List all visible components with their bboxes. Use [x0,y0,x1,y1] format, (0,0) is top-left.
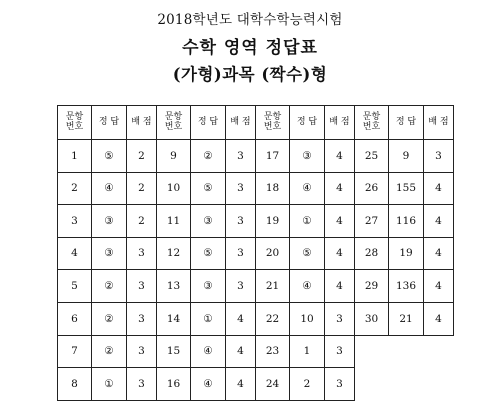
points-cell: 2 [127,205,157,238]
header-points [325,106,355,140]
points-cell: 4 [424,270,454,303]
answer-cell: ③ [92,205,127,238]
header-points [424,106,454,140]
points-cell: 4 [226,368,256,401]
question-number-cell: 21 [256,270,290,303]
answer-cell: ⑤ [191,237,226,270]
table-row [58,270,454,303]
table-row [58,205,454,238]
points-cell: 3 [424,140,454,173]
question-number-cell: 18 [256,172,290,205]
header-answer [191,106,226,140]
question-number-cell: 11 [157,205,191,238]
answer-cell: ③ [92,237,127,270]
answer-cell: 10 [290,302,325,335]
header-answer [92,106,127,140]
answer-cell: 19 [389,237,424,270]
question-number-cell: 10 [157,172,191,205]
header-label: 배 점 [131,116,152,127]
header-label: 문항 번호 [362,111,381,132]
question-number-cell: 7 [58,335,92,368]
points-cell: 4 [325,172,355,205]
header-label: 배 점 [428,116,449,127]
header-row [58,106,454,140]
table-row [58,140,454,173]
empty-cell [355,335,389,368]
question-number-cell: 16 [157,368,191,401]
question-number-cell: 23 [256,335,290,368]
points-cell: 4 [424,205,454,238]
answer-cell: 1 [290,335,325,368]
header-question-number [58,106,92,140]
answer-cell: ④ [290,172,325,205]
question-number-cell: 13 [157,270,191,303]
points-cell: 4 [325,237,355,270]
answer-cell: ② [92,302,127,335]
question-number-cell: 3 [58,205,92,238]
points-cell: 3 [325,302,355,335]
question-number-cell: 6 [58,302,92,335]
question-number-cell: 4 [58,237,92,270]
question-number-cell: 27 [355,205,389,238]
answer-cell: ⑤ [191,172,226,205]
table-row [58,237,454,270]
answer-cell: ③ [290,140,325,173]
points-cell: 3 [226,237,256,270]
table-row [58,302,454,335]
answer-cell: 9 [389,140,424,173]
question-number-cell: 9 [157,140,191,173]
points-cell: 3 [127,237,157,270]
points-cell: 3 [127,270,157,303]
points-cell: 3 [226,270,256,303]
points-cell: 4 [325,140,355,173]
question-number-cell: 17 [256,140,290,173]
empty-cell [424,335,454,368]
answer-cell: 155 [389,172,424,205]
answer-cell: ④ [92,172,127,205]
question-number-cell: 20 [256,237,290,270]
points-cell: 3 [127,368,157,401]
answer-cell: ③ [191,270,226,303]
answer-cell: 116 [389,205,424,238]
answer-cell: ⑤ [92,140,127,173]
answer-cell: ② [92,270,127,303]
points-cell: 3 [226,205,256,238]
answer-cell: 21 [389,302,424,335]
header-label: 문항 번호 [263,111,282,132]
answer-cell: 2 [290,368,325,401]
header-question-number [157,106,191,140]
header-answer [389,106,424,140]
question-number-cell: 5 [58,270,92,303]
question-number-cell: 28 [355,237,389,270]
header-label: 문항 번호 [65,111,84,132]
empty-cell [389,368,424,401]
points-cell: 4 [424,237,454,270]
question-number-cell: 22 [256,302,290,335]
points-cell: 2 [127,140,157,173]
header-question-number [355,106,389,140]
empty-cell [355,368,389,401]
header-points [127,106,157,140]
points-cell: 4 [325,205,355,238]
question-number-cell: 25 [355,140,389,173]
points-cell: 4 [325,270,355,303]
header-points [226,106,256,140]
question-number-cell: 26 [355,172,389,205]
answer-cell: ② [191,140,226,173]
points-cell: 2 [127,172,157,205]
answer-cell: ④ [290,270,325,303]
points-cell: 3 [127,335,157,368]
main-title: 수학 영역 정답표 [182,38,318,58]
question-number-cell: 29 [355,270,389,303]
answer-table [57,105,454,401]
answer-cell: ② [92,335,127,368]
points-cell: 3 [325,368,355,401]
question-number-cell: 8 [58,368,92,401]
header-label: 정 답 [296,116,318,127]
answer-cell: 136 [389,270,424,303]
question-number-cell: 1 [58,140,92,173]
header-label: 정 답 [197,116,219,127]
empty-cell [424,368,454,401]
points-cell: 3 [127,302,157,335]
answer-cell: ⑤ [290,237,325,270]
points-cell: 4 [226,302,256,335]
header-label: 문항 번호 [164,111,183,132]
answer-cell: ① [92,368,127,401]
header-answer [290,106,325,140]
question-number-cell: 14 [157,302,191,335]
header-question-number [256,106,290,140]
table-row [58,172,454,205]
header-label: 배 점 [329,116,350,127]
exam-title: 2018학년도 대학수학능력시험 [157,12,343,28]
empty-cell [389,335,424,368]
answer-cell: ① [290,205,325,238]
table-row [58,335,454,368]
header-label: 정 답 [395,116,417,127]
points-cell: 4 [424,302,454,335]
points-cell: 3 [226,140,256,173]
question-number-cell: 30 [355,302,389,335]
question-number-cell: 15 [157,335,191,368]
sub-title: (가형)과목 (짝수)형 [172,65,328,84]
points-cell: 3 [325,335,355,368]
points-cell: 3 [226,172,256,205]
points-cell: 4 [424,172,454,205]
answer-cell: ④ [191,335,226,368]
header-label: 정 답 [98,116,120,127]
question-number-cell: 19 [256,205,290,238]
question-number-cell: 12 [157,237,191,270]
points-cell: 4 [226,335,256,368]
answer-cell: ① [191,302,226,335]
question-number-cell: 2 [58,172,92,205]
answer-cell: ④ [191,368,226,401]
header-label: 배 점 [230,116,251,127]
table-row [58,368,454,401]
question-number-cell: 24 [256,368,290,401]
answer-cell: ③ [191,205,226,238]
